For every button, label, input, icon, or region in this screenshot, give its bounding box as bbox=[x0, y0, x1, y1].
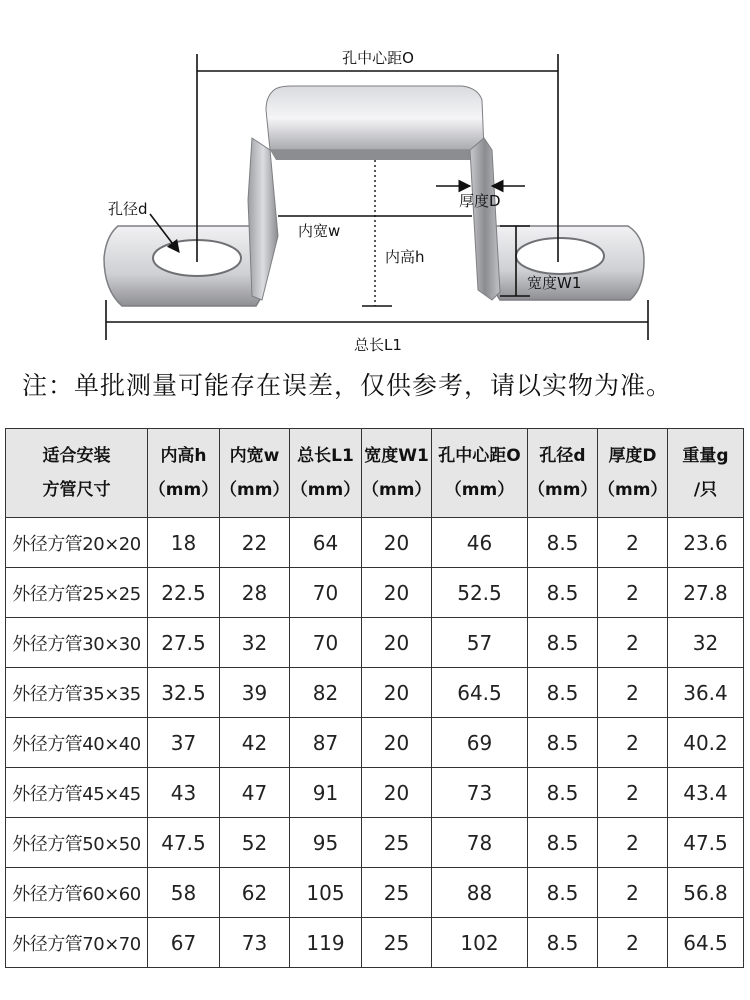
table-cell-hole-diameter: 8.5 bbox=[528, 868, 598, 918]
table-cell-inner-width: 73 bbox=[220, 918, 290, 968]
table-cell-hole-spacing: 73 bbox=[432, 768, 528, 818]
table-cell-thickness: 2 bbox=[598, 718, 668, 768]
table-cell-weight: 56.8 bbox=[668, 868, 744, 918]
table-cell-width: 20 bbox=[362, 618, 432, 668]
table-cell-pipe-size: 外径方管45×45 bbox=[6, 768, 148, 818]
table-cell-width: 25 bbox=[362, 918, 432, 968]
table-cell-weight: 64.5 bbox=[668, 918, 744, 968]
table-row bbox=[6, 918, 744, 968]
table-cell-hole-diameter: 8.5 bbox=[528, 518, 598, 568]
label-total-length: 总长L1 bbox=[354, 336, 402, 354]
header-line: （mm） bbox=[290, 480, 361, 500]
header-line: 孔径d bbox=[539, 446, 586, 466]
table-cell-pipe-size: 外径方管70×70 bbox=[6, 918, 148, 968]
table-cell-inner-height: 18 bbox=[148, 518, 220, 568]
table-cell-weight: 36.4 bbox=[668, 668, 744, 718]
table-cell-inner-width: 22 bbox=[220, 518, 290, 568]
spec-table-body bbox=[6, 518, 744, 968]
table-cell-inner-width: 62 bbox=[220, 868, 290, 918]
table-cell-inner-height: 37 bbox=[148, 718, 220, 768]
header-line: （mm） bbox=[528, 480, 598, 500]
spec-table-head bbox=[6, 429, 744, 518]
header-col-inner-height bbox=[148, 429, 220, 518]
table-cell-thickness: 2 bbox=[598, 768, 668, 818]
table-cell-total-length: 119 bbox=[290, 918, 362, 968]
header-col-width bbox=[362, 429, 432, 518]
header-col-pipe-size bbox=[6, 429, 148, 518]
table-cell-pipe-size: 外径方管20×20 bbox=[6, 518, 148, 568]
table-row bbox=[6, 768, 744, 818]
table-cell-inner-height: 22.5 bbox=[148, 568, 220, 618]
right-wall bbox=[470, 138, 500, 300]
spec-table bbox=[5, 428, 744, 968]
table-cell-hole-spacing: 52.5 bbox=[432, 568, 528, 618]
label-inner-width: 内宽w bbox=[298, 222, 341, 240]
table-cell-total-length: 91 bbox=[290, 768, 362, 818]
table-cell-hole-spacing: 69 bbox=[432, 718, 528, 768]
header-line: 宽度W1 bbox=[364, 446, 429, 466]
table-cell-pipe-size: 外径方管35×35 bbox=[6, 668, 148, 718]
header-col-weight bbox=[668, 429, 744, 518]
table-cell-total-length: 105 bbox=[290, 868, 362, 918]
table-cell-pipe-size: 外径方管50×50 bbox=[6, 818, 148, 868]
table-cell-width: 20 bbox=[362, 718, 432, 768]
bracket-photo bbox=[104, 86, 644, 306]
table-cell-inner-height: 43 bbox=[148, 768, 220, 818]
table-cell-hole-spacing: 78 bbox=[432, 818, 528, 868]
table-cell-total-length: 70 bbox=[290, 618, 362, 668]
header-col-inner-width bbox=[220, 429, 290, 518]
table-row bbox=[6, 818, 744, 868]
table-cell-total-length: 87 bbox=[290, 718, 362, 768]
table-cell-width: 20 bbox=[362, 568, 432, 618]
table-cell-hole-spacing: 102 bbox=[432, 918, 528, 968]
table-cell-inner-width: 39 bbox=[220, 668, 290, 718]
table-cell-thickness: 2 bbox=[598, 668, 668, 718]
table-cell-hole-diameter: 8.5 bbox=[528, 568, 598, 618]
table-cell-thickness: 2 bbox=[598, 568, 668, 618]
header-line: （mm） bbox=[444, 480, 515, 500]
right-hole bbox=[516, 238, 604, 274]
table-cell-weight: 40.2 bbox=[668, 718, 744, 768]
table-cell-total-length: 82 bbox=[290, 668, 362, 718]
header-col-thickness bbox=[598, 429, 668, 518]
table-cell-pipe-size: 外径方管30×30 bbox=[6, 618, 148, 668]
table-cell-hole-diameter: 8.5 bbox=[528, 668, 598, 718]
table-row bbox=[6, 668, 744, 718]
table-cell-width: 25 bbox=[362, 868, 432, 918]
table-cell-hole-spacing: 88 bbox=[432, 868, 528, 918]
table-cell-total-length: 64 bbox=[290, 518, 362, 568]
table-cell-thickness: 2 bbox=[598, 618, 668, 668]
label-inner-height: 内高h bbox=[385, 248, 425, 266]
label-width: 宽度W1 bbox=[527, 274, 582, 292]
table-cell-pipe-size: 外径方管40×40 bbox=[6, 718, 148, 768]
table-cell-inner-width: 47 bbox=[220, 768, 290, 818]
table-row bbox=[6, 618, 744, 668]
table-cell-total-length: 70 bbox=[290, 568, 362, 618]
table-cell-thickness: 2 bbox=[598, 818, 668, 868]
table-cell-inner-width: 28 bbox=[220, 568, 290, 618]
header-line: 总长L1 bbox=[297, 446, 354, 466]
header-line: 适合安装 bbox=[42, 446, 111, 466]
table-cell-weight: 43.4 bbox=[668, 768, 744, 818]
table-cell-hole-spacing: 57 bbox=[432, 618, 528, 668]
table-cell-width: 25 bbox=[362, 818, 432, 868]
table-cell-thickness: 2 bbox=[598, 518, 668, 568]
bracket-dimension-diagram bbox=[0, 0, 750, 360]
table-cell-weight: 47.5 bbox=[668, 818, 744, 868]
table-cell-inner-height: 47.5 bbox=[148, 818, 220, 868]
table-cell-thickness: 2 bbox=[598, 918, 668, 968]
table-cell-inner-height: 67 bbox=[148, 918, 220, 968]
table-row bbox=[6, 518, 744, 568]
table-cell-hole-diameter: 8.5 bbox=[528, 618, 598, 668]
header-line: 孔中心距O bbox=[438, 446, 521, 466]
table-cell-thickness: 2 bbox=[598, 868, 668, 918]
table-cell-inner-height: 32.5 bbox=[148, 668, 220, 718]
table-row bbox=[6, 868, 744, 918]
header-line: （mm） bbox=[148, 480, 219, 500]
table-cell-weight: 32 bbox=[668, 618, 744, 668]
table-cell-inner-height: 27.5 bbox=[148, 618, 220, 668]
header-line: （mm） bbox=[598, 480, 668, 500]
label-hole-spacing: 孔中心距O bbox=[342, 49, 414, 67]
header-line: 内高h bbox=[160, 446, 207, 466]
header-line: /只 bbox=[693, 480, 718, 500]
table-cell-hole-diameter: 8.5 bbox=[528, 718, 598, 768]
table-cell-hole-spacing: 46 bbox=[432, 518, 528, 568]
table-cell-hole-diameter: 8.5 bbox=[528, 768, 598, 818]
table-row bbox=[6, 718, 744, 768]
header-col-total-length bbox=[290, 429, 362, 518]
header-col-hole-spacing bbox=[432, 429, 528, 518]
header-line: 内宽w bbox=[229, 446, 280, 466]
table-cell-inner-width: 32 bbox=[220, 618, 290, 668]
table-cell-width: 20 bbox=[362, 518, 432, 568]
table-cell-inner-height: 58 bbox=[148, 868, 220, 918]
top-bar bbox=[266, 86, 484, 150]
disclaimer-note: 注：单批测量可能存在误差，仅供参考，请以实物为准。 bbox=[22, 371, 673, 400]
label-thickness: 厚度D bbox=[459, 192, 501, 210]
header-line: 厚度D bbox=[608, 446, 657, 466]
table-cell-total-length: 95 bbox=[290, 818, 362, 868]
table-cell-weight: 27.8 bbox=[668, 568, 744, 618]
top-inner-edge bbox=[270, 150, 484, 160]
header-line: （mm） bbox=[220, 480, 290, 500]
table-cell-inner-width: 42 bbox=[220, 718, 290, 768]
table-cell-inner-width: 52 bbox=[220, 818, 290, 868]
table-cell-weight: 23.6 bbox=[668, 518, 744, 568]
label-hole-diameter: 孔径d bbox=[108, 200, 148, 218]
left-wall bbox=[248, 138, 278, 300]
table-cell-pipe-size: 外径方管60×60 bbox=[6, 868, 148, 918]
table-cell-pipe-size: 外径方管25×25 bbox=[6, 568, 148, 618]
table-cell-hole-spacing: 64.5 bbox=[432, 668, 528, 718]
table-cell-hole-diameter: 8.5 bbox=[528, 918, 598, 968]
header-line: 重量g bbox=[682, 446, 729, 466]
header-line: 方管尺寸 bbox=[42, 480, 111, 500]
header-row bbox=[6, 429, 744, 518]
table-cell-width: 20 bbox=[362, 768, 432, 818]
table-cell-width: 20 bbox=[362, 668, 432, 718]
header-col-hole-diameter bbox=[528, 429, 598, 518]
table-cell-hole-diameter: 8.5 bbox=[528, 818, 598, 868]
table-row bbox=[6, 568, 744, 618]
header-line: （mm） bbox=[362, 480, 432, 500]
